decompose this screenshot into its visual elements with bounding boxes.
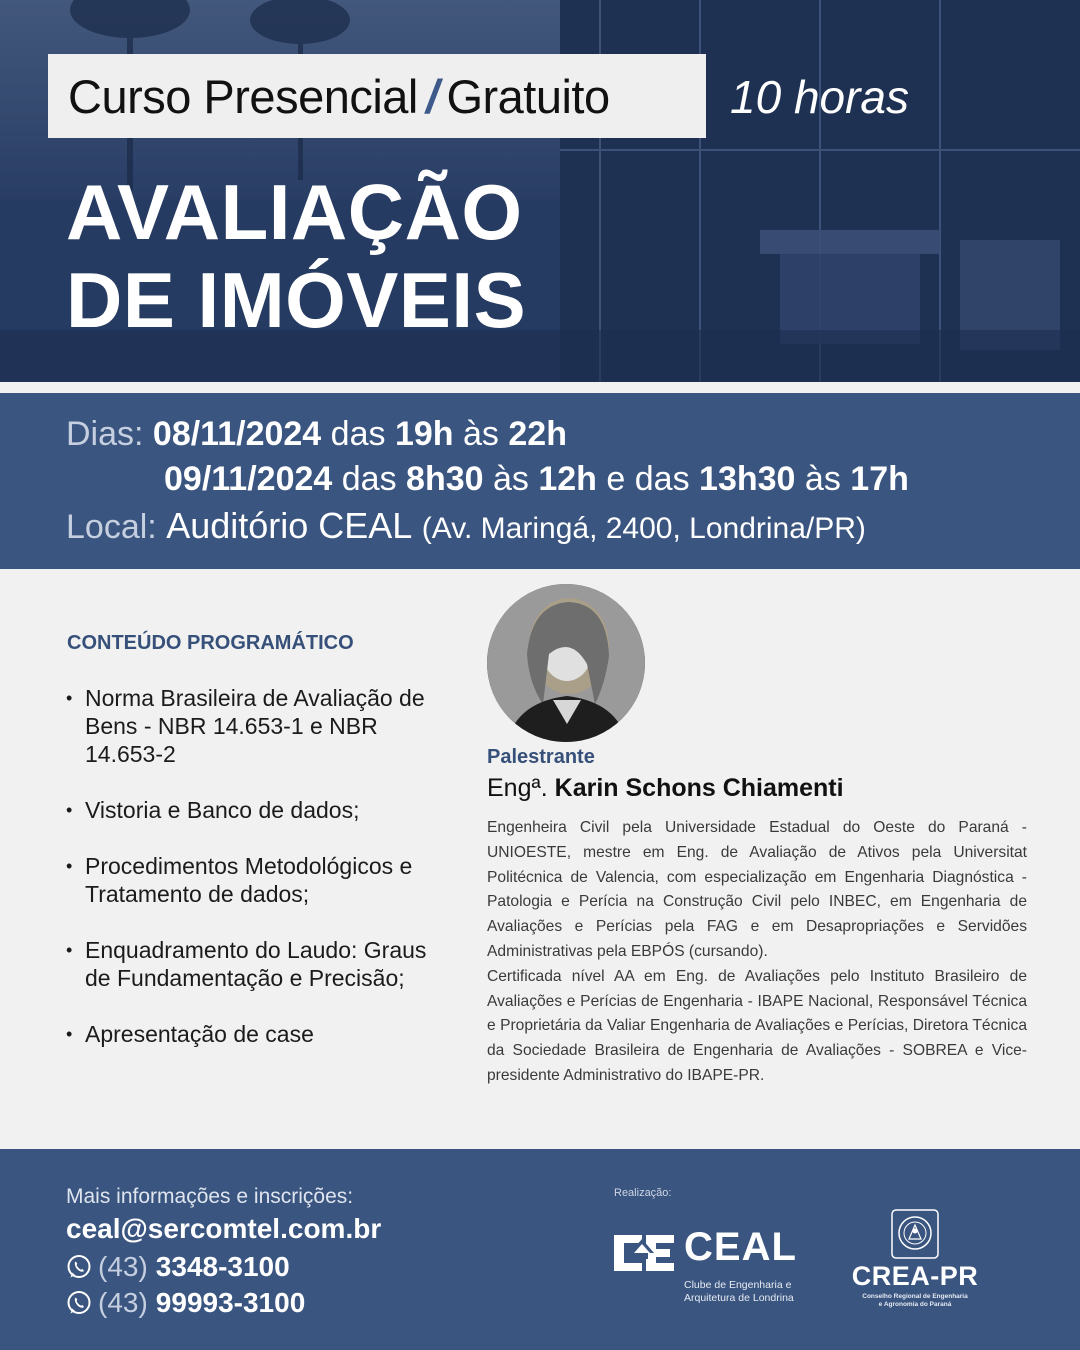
day2-start-2: 13h30 bbox=[699, 460, 796, 498]
more-info-label: Mais informações e inscrições: bbox=[66, 1185, 354, 1208]
program-title: CONTEÚDO PROGRAMÁTICO bbox=[67, 632, 354, 654]
crea-subtitle-line-2: e Agronomia do Paraná bbox=[878, 1301, 952, 1308]
day1-text: às bbox=[463, 415, 499, 453]
day2-text: às bbox=[804, 460, 841, 498]
phone-1-prefix: (43) bbox=[98, 1251, 148, 1282]
phone-1-number: 3348-3100 bbox=[155, 1251, 290, 1282]
divider bbox=[0, 382, 1080, 393]
speaker-bio-paragraph-2: Certificada nível AA em Eng. de Avaliações pelo Instituto Brasileiro de Avaliações e Perícias de Engenharia - IBAPE Nacional, Responsável Técnica e Proprietária da Valiar Engenharia de Avaliações e Perícias, Diretora Técnica da Sociedade Brasileira de Engenharia de Avaliações - SOBREA e Vice-presidente Administrativo do IBAPE-PR. bbox=[487, 967, 1027, 1084]
program-list bbox=[66, 684, 446, 1076]
contact-phone-2[interactable] bbox=[66, 1287, 305, 1319]
speaker-prefix: Engª. bbox=[487, 774, 548, 802]
speaker-photo bbox=[487, 584, 645, 742]
day2-text: das bbox=[341, 460, 397, 498]
course-type-tag bbox=[48, 54, 706, 138]
course-type-presencial: Curso Presencial bbox=[68, 69, 418, 123]
contact-phone-1[interactable] bbox=[66, 1251, 290, 1283]
crea-wordmark: CREA-PR bbox=[851, 1261, 979, 1291]
day2-text: e das bbox=[606, 460, 690, 498]
schedule-band bbox=[0, 393, 1080, 569]
footer bbox=[0, 1149, 1080, 1350]
whatsapp-icon bbox=[66, 1290, 92, 1316]
list-item: • Enquadramento do Laudo: Graus de Fundamentação e Precisão; bbox=[66, 936, 446, 992]
location-address: (Av. Maringá, 2400, Londrina/PR) bbox=[421, 512, 866, 545]
speaker-bio-paragraph-1: Engenheira Civil pela Universidade Estadual do Oeste do Paraná - UNIOESTE, mestre em Eng. de Avaliação de Ativos pela Universitat Politécnica de Valencia, com especialização em Engenharia Diagnóstica - Patologia e Perícia na Construção Civil pelo INBEC, em Engenharia de Avaliações e Perícias pela FAG e em Desapropriações e Servidões Administrativas pela EBPÓS (cursando). bbox=[487, 819, 1027, 960]
contact-email[interactable]: ceal@sercomtel.com.br bbox=[66, 1213, 382, 1244]
list-item: • Norma Brasileira de Avaliação de Bens - NBR 14.653-1 e NBR 14.653-2 bbox=[66, 684, 446, 768]
course-title-line-1: AVALIAÇÃO bbox=[66, 168, 523, 256]
speaker-name bbox=[487, 774, 844, 803]
day2-end-2: 17h bbox=[850, 460, 909, 498]
ceal-emblem-icon bbox=[612, 1229, 676, 1277]
speaker-portrait bbox=[487, 584, 645, 742]
crea-seal-icon bbox=[891, 1209, 939, 1259]
ceal-wordmark: CEAL bbox=[684, 1225, 797, 1269]
list-item: • Apresentação de case bbox=[66, 1020, 446, 1048]
course-hours: 10 horas bbox=[730, 71, 910, 123]
crea-pr-logo bbox=[838, 1209, 992, 1329]
location-label: Local: bbox=[66, 508, 157, 546]
ceal-logo bbox=[612, 1225, 797, 1304]
ceal-subtitle bbox=[684, 1279, 794, 1305]
day2-date: 09/11/2024 bbox=[164, 460, 333, 498]
days-label: Dias: bbox=[66, 415, 144, 453]
realizacao-label: Realização: bbox=[614, 1187, 672, 1199]
crea-subtitle-line-1: Conselho Regional de Engenharia bbox=[862, 1293, 968, 1300]
phone-2-prefix: (43) bbox=[98, 1287, 148, 1318]
day2-start-1: 8h30 bbox=[406, 460, 484, 498]
course-type-slash: / bbox=[425, 69, 439, 123]
schedule-day-1 bbox=[66, 415, 567, 454]
speaker-bio bbox=[487, 816, 1027, 1089]
speaker-fullname: Karin Schons Chiamenti bbox=[554, 774, 844, 802]
day1-start: 19h bbox=[394, 415, 454, 453]
phone-2-number: 99993-3100 bbox=[155, 1287, 306, 1318]
day1-date: 08/11/2024 bbox=[152, 415, 322, 453]
list-item: • Vistoria e Banco de dados; bbox=[66, 796, 446, 824]
ceal-subtitle-line-1: Clube de Engenharia e bbox=[684, 1279, 792, 1291]
crea-subtitle bbox=[838, 1293, 992, 1309]
day2-text: às bbox=[492, 460, 529, 498]
course-title-line-2: DE IMÓVEIS bbox=[66, 256, 527, 344]
ceal-subtitle-line-2: Arquitetura de Londrina bbox=[684, 1292, 794, 1304]
hero-banner bbox=[0, 0, 1080, 382]
schedule-day-2 bbox=[164, 460, 909, 499]
whatsapp-icon bbox=[66, 1254, 92, 1280]
course-type-gratuito: Gratuito bbox=[446, 69, 610, 123]
day1-text: das bbox=[330, 415, 386, 453]
location bbox=[66, 505, 866, 547]
speaker-label: Palestrante bbox=[487, 746, 595, 768]
day1-end: 22h bbox=[508, 415, 567, 453]
day2-end-1: 12h bbox=[538, 460, 597, 498]
location-name: Auditório CEAL bbox=[166, 505, 413, 546]
list-item: • Procedimentos Metodológicos e Tratamento de dados; bbox=[66, 852, 446, 908]
course-title bbox=[66, 168, 526, 344]
